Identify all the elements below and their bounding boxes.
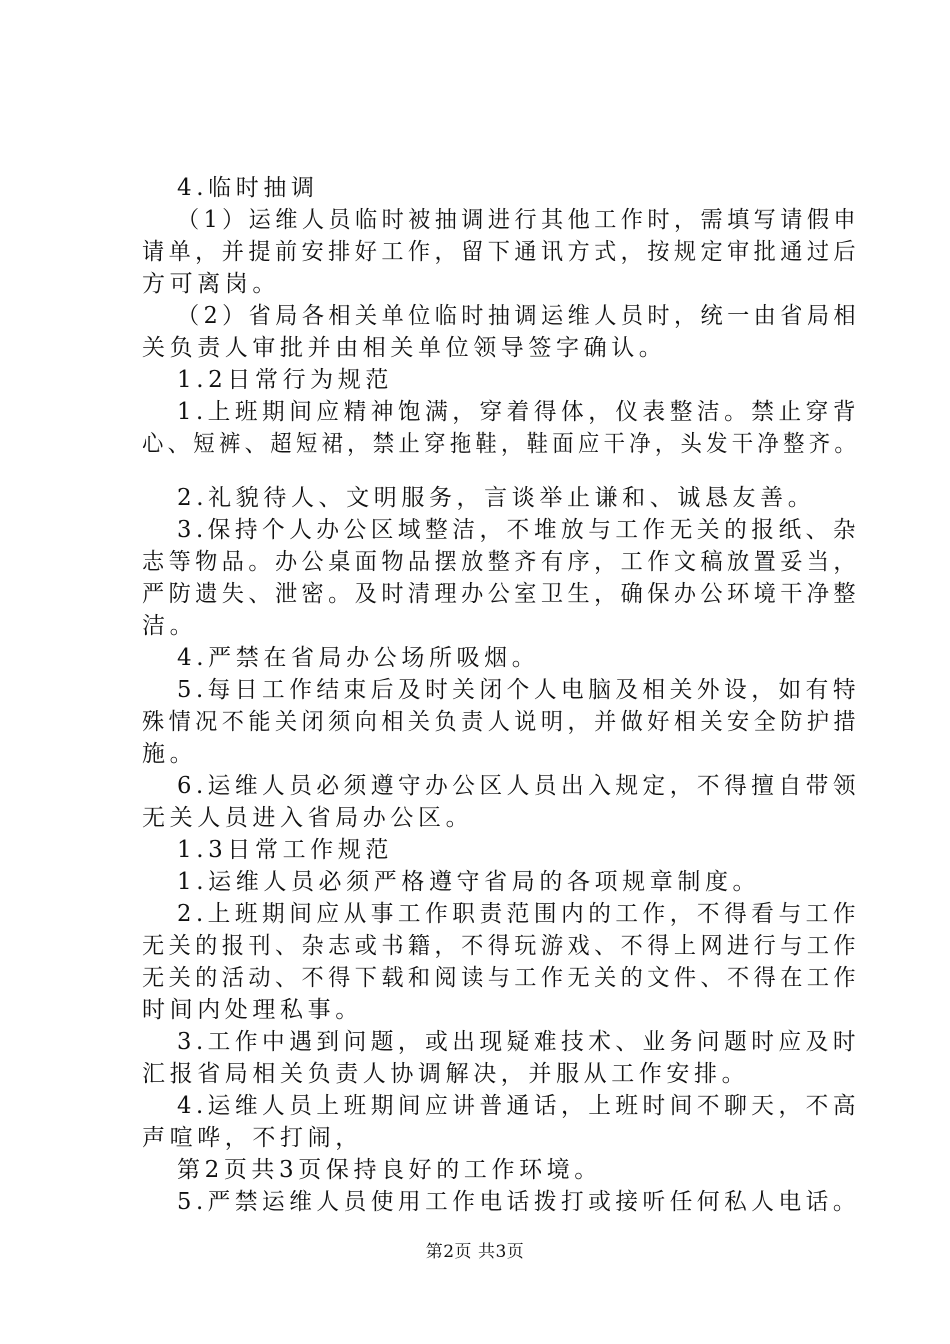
paragraph-line: 2.礼貌待人、文明服务，言谈举止谦和、诚恳友善。 bbox=[177, 485, 816, 511]
paragraph-line: 心、短裤、超短裙，禁止穿拖鞋，鞋面应干净，头发干净整齐。 bbox=[142, 431, 861, 457]
section-heading-daily-work: 1.3日常工作规范 bbox=[177, 837, 393, 863]
paragraph-line: 1.上班期间应精神饱满，穿着得体，仪表整洁。禁止穿背 bbox=[177, 399, 861, 425]
paragraph-line: 2.上班期间应从事工作职责范围内的工作，不得看与工作 bbox=[177, 901, 861, 927]
paragraph-line: 志等物品。办公桌面物品摆放整齐有序，工作文稿放置妥当， bbox=[142, 549, 861, 575]
paragraph-line: 第2页共3页保持良好的工作环境。 bbox=[177, 1157, 602, 1183]
paragraph-line: 5.严禁运维人员使用工作电话拨打或接听任何私人电话。 bbox=[177, 1189, 861, 1215]
section-heading-daily-conduct: 1.2日常行为规范 bbox=[177, 367, 393, 393]
paragraph-line: 6.运维人员必须遵守办公区人员出入规定，不得擅自带领 bbox=[177, 773, 861, 799]
paragraph-line: 汇报省局相关负责人协调解决，并服从工作安排。 bbox=[142, 1061, 750, 1087]
paragraph-line: 4.运维人员上班期间应讲普通话，上班时间不聊天，不高 bbox=[177, 1093, 861, 1119]
paragraph-line: 无关人员进入省局办公区。 bbox=[142, 805, 474, 831]
paragraph-line: 关负责人审批并由相关单位领导签字确认。 bbox=[142, 335, 667, 361]
paragraph-line: 3.工作中遇到问题，或出现疑难技术、业务问题时应及时 bbox=[177, 1029, 861, 1055]
page-footer-number: 第2页 共3页 bbox=[425, 1242, 525, 1262]
paragraph-line: 声喧哗，不打闹， bbox=[142, 1125, 363, 1151]
paragraph-line: 方可离岗。 bbox=[142, 271, 280, 297]
paragraph-line: 1.运维人员必须严格遵守省局的各项规章制度。 bbox=[177, 869, 761, 895]
paragraph-line: 严防遗失、泄密。及时清理办公室卫生，确保办公环境干净整 bbox=[142, 581, 861, 607]
paragraph-line: 3.保持个人办公区域整洁，不堆放与工作无关的报纸、杂 bbox=[177, 517, 861, 543]
paragraph-line: 时间内处理私事。 bbox=[142, 997, 363, 1023]
paragraph-line: 无关的活动、不得下载和阅读与工作无关的文件、不得在工作 bbox=[142, 965, 861, 991]
paragraph-line: 施。 bbox=[142, 741, 198, 767]
paragraph-line: 5.每日工作结束后及时关闭个人电脑及相关外设，如有特 bbox=[177, 677, 861, 703]
paragraph-line: 殊情况不能关闭须向相关负责人说明，并做好相关安全防护措 bbox=[142, 709, 861, 735]
paragraph-line: 请单，并提前安排好工作，留下通讯方式，按规定审批通过后 bbox=[142, 239, 861, 265]
paragraph-line: 洁。 bbox=[142, 613, 198, 639]
paragraph-line: （2）省局各相关单位临时抽调运维人员时，统一由省局相 bbox=[177, 303, 860, 329]
paragraph-line: 无关的报刊、杂志或书籍，不得玩游戏、不得上网进行与工作 bbox=[142, 933, 861, 959]
subheading-temporary-transfer: 4.临时抽调 bbox=[177, 175, 319, 201]
paragraph-line: 4.严禁在省局办公场所吸烟。 bbox=[177, 645, 540, 671]
paragraph-line: （1）运维人员临时被抽调进行其他工作时，需填写请假申 bbox=[177, 207, 860, 233]
